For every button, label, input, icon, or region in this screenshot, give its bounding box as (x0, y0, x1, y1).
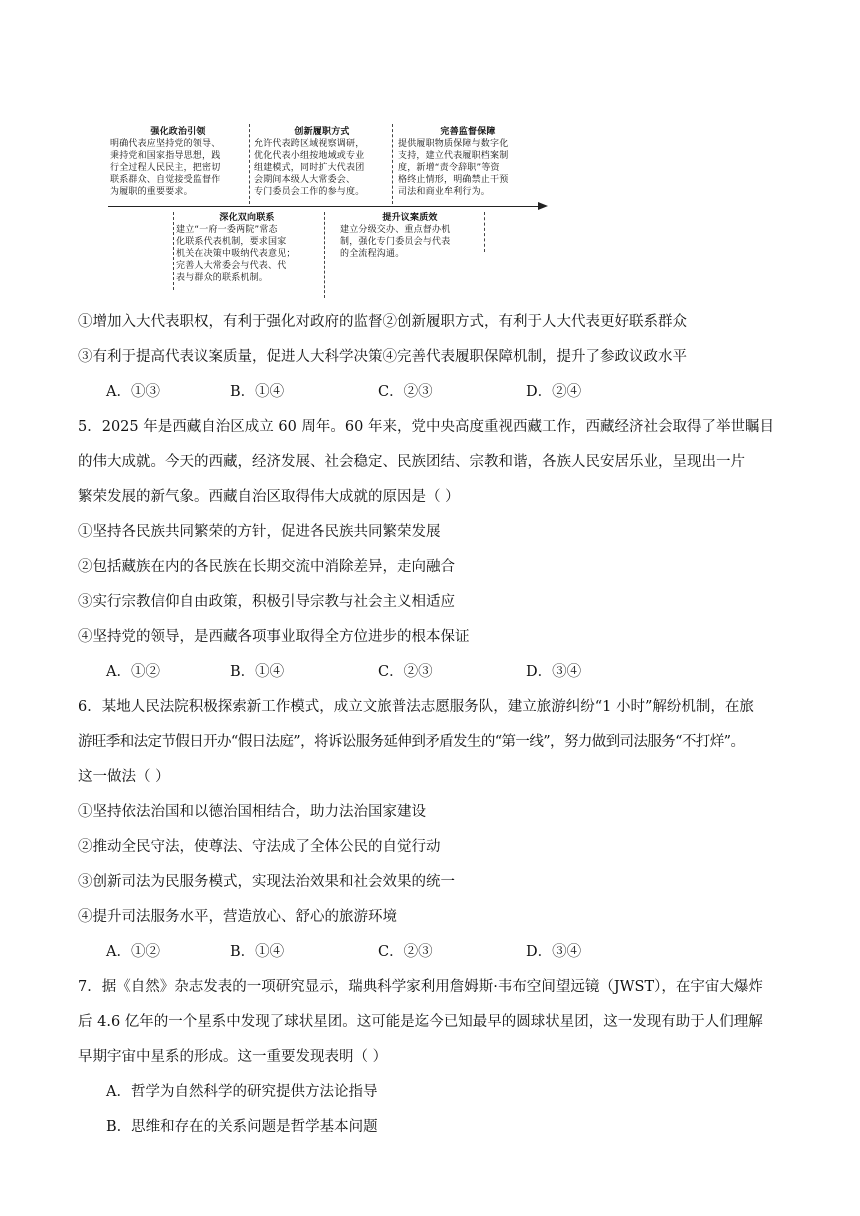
block-line: 联系群众、自觉接受监督作 (110, 175, 221, 185)
block-line: 度，新增“责令辞职”等资 (398, 163, 500, 173)
divider-dashed (392, 124, 393, 204)
q7-option-b[interactable]: B．思维和存在的关系问题是哲学基本问题 (106, 1119, 378, 1135)
block-line: 会期间本级人大常委会、 (254, 175, 356, 185)
divider-dashed (249, 124, 250, 204)
block-line: 组建模式，同时扩大代表团 (254, 163, 365, 173)
block-line: 制，强化专门委员会与代表 (340, 237, 451, 247)
block-line: 建立分级交办、重点督办机 (340, 225, 451, 235)
block-line: 完善人大常委会与代表、代 (176, 261, 287, 271)
divider-dashed (324, 212, 325, 298)
q5-stem-line: 5．2025 年是西藏自治区成立 60 周年。60 年来，党中央高度重视西藏工作，西藏经济社会取得了举世瞩目 (78, 419, 774, 435)
diagram-block-top-3 (398, 126, 538, 198)
q6-stem-line: 游旺季和法定节假日开办“假日法庭”，将诉讼服务延伸到矛盾发生的“第一线”，努力做到司法服务“不打烊”。 (78, 734, 745, 750)
diagram-block-top-2 (254, 126, 390, 198)
q7-stem-line: 后 4.6 亿年的一个星系中发现了球状星团。这可能是迄今已知最早的圆球状星团，这一发现有助于人们理解 (78, 1014, 763, 1030)
q6-statement-line: ④提升司法服务水平，营造放心、舒心的旅游环境 (78, 909, 397, 925)
q6-statement-line: ①坚持依法治国和以德治国相结合，助力法治国家建设 (78, 804, 426, 820)
block-line: 行全过程人民民主，把密切 (110, 163, 221, 173)
option-c[interactable]: C．②③ (378, 384, 433, 400)
option-a[interactable]: A．①② (106, 664, 160, 680)
q7-stem-line: 早期宇宙中星系的形成。这一重要发现表明（ ） (78, 1049, 388, 1065)
q6-statement-line: ②推动全民守法，使尊法、守法成了全体公民的自觉行动 (78, 839, 441, 855)
block-line: 格终止情形，明确禁止干预 (398, 175, 509, 185)
block-line: 明确代表应坚持党的领导、 (110, 139, 221, 149)
block-title: 强化政治引领 (150, 127, 206, 137)
q5-statement-line: ①坚持各民族共同繁荣的方针，促进各民族共同繁荣发展 (78, 524, 441, 540)
block-title: 深化双向联系 (219, 213, 275, 223)
block-line: 司法和商业牟利行为。 (398, 187, 491, 197)
q4-statement-line: ③有利于提高代表议案质量，促进人大科学决策④完善代表履职保障机制，提升了参政议政水平 (78, 349, 687, 365)
diagram-block-top-1 (110, 126, 246, 198)
block-line: 机关在决策中吸纳代表意见； (176, 249, 296, 259)
option-b[interactable]: B．①④ (230, 944, 285, 960)
q5-statement-line: ②包括藏族在内的各民族在长期交流中消除差异，走向融合 (78, 559, 455, 575)
block-line: 化联系代表机制，要求国家 (176, 237, 287, 247)
block-line: 表与群众的联系机制。 (176, 273, 269, 283)
option-d[interactable]: D．③④ (526, 664, 582, 680)
divider-dashed (484, 212, 485, 252)
timeline-axis (108, 206, 540, 207)
option-d[interactable]: D．③④ (526, 944, 582, 960)
block-line: 提供履职物质保障与数字化 (398, 139, 509, 149)
option-c[interactable]: C．②③ (378, 664, 433, 680)
option-a[interactable]: A．①③ (106, 384, 160, 400)
option-c[interactable]: C．②③ (378, 944, 433, 960)
q5-stem-line: 繁荣发展的新气象。西藏自治区取得伟大成就的原因是（ ） (78, 489, 460, 505)
block-line: 的全流程沟通。 (340, 249, 405, 259)
q5-statement-line: ④坚持党的领导，是西藏各项事业取得全方位进步的根本保证 (78, 629, 470, 645)
q4-statement-line: ①增加入大代表职权，有利于强化对政府的监督②创新履职方式，有利于人大代表更好联系群众 (78, 314, 687, 330)
q5-stem-line: 的伟大成就。今天的西藏，经济发展、社会稳定、民族团结、宗教和谐，各族人民安居乐业，呈现出一片 (78, 454, 745, 470)
block-line: 允许代表跨区域视察调研， (254, 139, 365, 149)
divider-dashed (173, 212, 174, 290)
q7-stem-line: 7．据《自然》杂志发表的一项研究显示，瑞典科学家利用詹姆斯·韦布空间望远镜（JWST），在宇宙大爆炸 (78, 979, 763, 995)
timeline-diagram (108, 124, 550, 298)
block-title: 提升议案质效 (382, 213, 438, 223)
block-title: 创新履职方式 (294, 127, 350, 137)
option-a[interactable]: A．①② (106, 944, 160, 960)
block-title: 完善监督保障 (440, 127, 496, 137)
block-line: 为履职的重要要求。 (110, 187, 193, 197)
block-line: 支持，建立代表履职档案制 (398, 151, 509, 161)
option-b[interactable]: B．①④ (230, 384, 285, 400)
block-line: 专门委员会工作的参与度。 (254, 187, 365, 197)
option-d[interactable]: D．②④ (526, 384, 582, 400)
diagram-block-bottom-2 (340, 212, 480, 260)
q7-option-a[interactable]: A．哲学为自然科学的研究提供方法论指导 (106, 1084, 378, 1100)
q6-stem-line: 这一做法（ ） (78, 769, 170, 785)
q6-statement-line: ③创新司法为民服务模式，实现法治效果和社会效果的统一 (78, 874, 455, 890)
block-line: 优化代表小组按地域或专业 (254, 151, 365, 161)
block-line: 建立“一府一委两院”常态 (176, 225, 278, 235)
diagram-block-bottom-1 (176, 212, 318, 284)
q5-statement-line: ③实行宗教信仰自由政策，积极引导宗教与社会主义相适应 (78, 594, 455, 610)
block-line: 秉持党和国家指导思想，践 (110, 151, 221, 161)
q6-stem-line: 6．某地人民法院积极探索新工作模式，成立文旅普法志愿服务队，建立旅游纠纷“1 小时”解纷机制，在旅 (78, 699, 754, 715)
option-b[interactable]: B．①④ (230, 664, 285, 680)
arrow-right-icon (538, 202, 548, 210)
